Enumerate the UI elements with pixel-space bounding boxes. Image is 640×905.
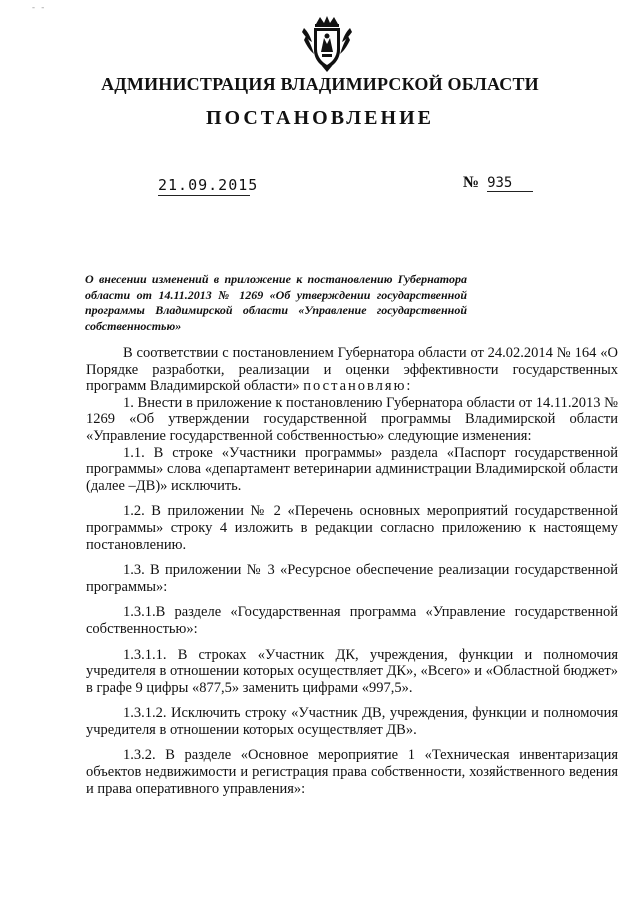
- intro-paragraph: [86, 345, 618, 395]
- paragraph-1-3-2: 1.3.2. В разделе «Основное мероприятие 1 «Техническая инвентаризация объектов недвижимости и регистрация права собственности, хозяйственного ведения и права оперативного управления»:: [86, 747, 618, 797]
- document-number-block: [463, 174, 533, 192]
- corner-mark: - -: [32, 2, 47, 12]
- paragraph-1-2: 1.2. В приложении № 2 «Перечень основных мероприятий государственной программы» строку 4 изложить в редакции согласно приложению к настоящему постановлению.: [86, 503, 618, 553]
- document-subject: О внесении изменений в приложение к постановлению Губернатора области от 14.11.2013 № 1269 «Об утверждении государственной программы Владимирской области «Управление государственной собственностью»: [85, 272, 467, 333]
- paragraph-1-3-1-1: 1.3.1.1. В строках «Участник ДК, учреждения, функции и полномочия учредителя в отношении которых осуществляет ДК», «Всего» и «Областной бюджет» в графе 9 цифры «877,5» заменить цифрами «997,5».: [86, 646, 618, 696]
- intro-verb: постановляю:: [303, 378, 413, 395]
- paragraph-1: 1. Внести в приложение к постановлению Губернатора области от 14.11.2013 № 1269 «Об утверждении государственной программы Владимирской области «Управление государственной собственностью» следующие изменения:: [86, 394, 618, 444]
- number-label: №: [463, 174, 480, 191]
- paragraph-1-3-1-2: 1.3.1.2. Исключить строку «Участник ДВ, учреждения, функции и полномочия учредителя в отношении которых осуществляет ДВ».: [86, 705, 618, 738]
- document-type: ПОСТАНОВЛЕНИЕ: [206, 107, 434, 129]
- paragraph-1-1: 1.1. В строке «Участники программы» раздела «Паспорт государственной программы» слова «департамент ветеринарии администрации Владимирской области (далее –ДВ)» исключить.: [86, 444, 618, 494]
- document-date: 21.09.2015: [158, 176, 259, 194]
- paragraph-1-3: 1.3. В приложении № 3 «Ресурсное обеспечение реализации государственной программы»:: [86, 562, 618, 595]
- document-body: [86, 345, 618, 797]
- coat-of-arms-icon: [300, 14, 354, 72]
- intro-text: В соответствии с постановлением Губернатора области от 24.02.2014 № 164 «О Порядке разработки, реализации и оценки эффективности государственных программ Владимирской области»: [86, 345, 618, 395]
- document-number: 935: [487, 175, 533, 192]
- paragraph-1-3-1: 1.3.1.В разделе «Государственная программа «Управление государственной собственностью»:: [86, 604, 618, 637]
- organization-name: АДМИНИСТРАЦИЯ ВЛАДИМИРСКОЙ ОБЛАСТИ: [101, 74, 539, 94]
